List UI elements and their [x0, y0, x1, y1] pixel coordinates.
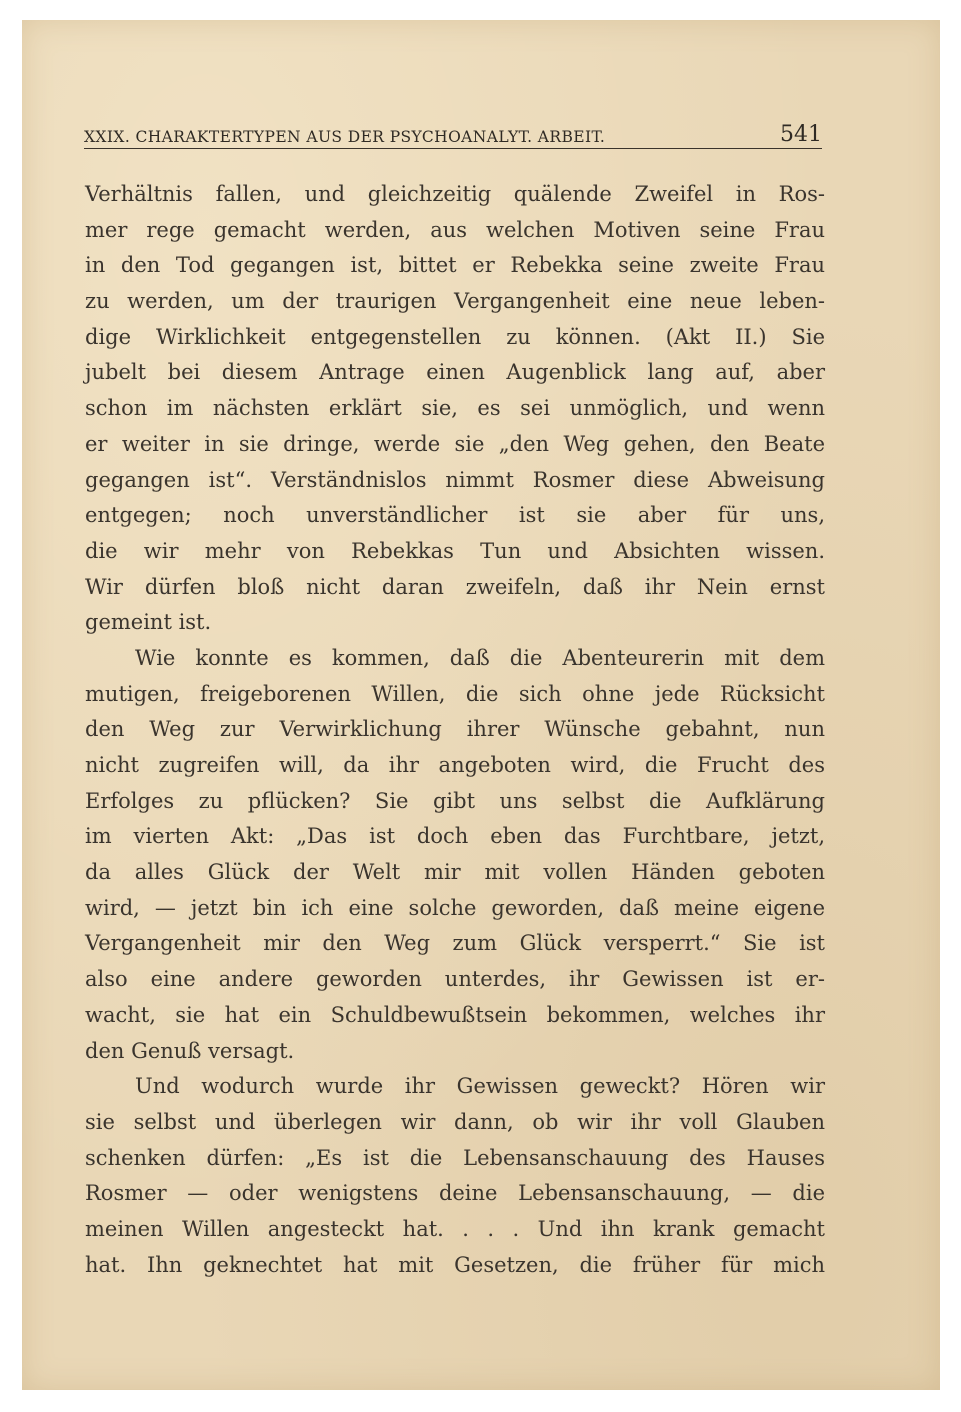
text-line: hat. Ihn geknechtet hat mit Gesetzen, die früher für mich	[85, 1252, 825, 1277]
body-text	[85, 177, 825, 1283]
text-line: Erfolges zu pflücken? Sie gibt uns selbst die Aufklärung	[85, 788, 825, 813]
text-line: meinen Willen angesteckt hat. . . . Und ihn krank gemacht	[85, 1216, 825, 1241]
text-line: er weiter in sie dringe, werde sie „den Weg gehen, den Beate	[85, 431, 825, 456]
paragraph	[85, 1069, 825, 1283]
text-line: dige Wirklichkeit entgegenstellen zu können. (Akt II.) Sie	[85, 324, 825, 349]
text-line: Rosmer — oder wenigstens deine Lebensanschauung, — die	[85, 1181, 825, 1206]
text-line: mutigen, freigeborenen Willen, die sich ohne jede Rücksicht	[85, 681, 825, 706]
text-line: entgegen; noch unverständlicher ist sie aber für uns,	[85, 503, 825, 528]
paragraph	[85, 177, 825, 641]
running-header	[84, 116, 822, 146]
text-line: schon im nächsten erklärt sie, es sei unmöglich, und wenn	[85, 396, 825, 421]
text-line: schenken dürfen: „Es ist die Lebensanschauung des Hauses	[85, 1145, 825, 1170]
text-line: wacht, sie hat ein Schuldbewußtsein bekommen, welches ihr	[85, 1002, 825, 1027]
text-line: in den Tod gegangen ist, bittet er Rebekka seine zweite Frau	[85, 253, 825, 278]
text-line: nicht zugreifen will, da ihr angeboten wird, die Frucht des	[85, 753, 825, 777]
text-line: den Genuß versagt.	[85, 1038, 295, 1063]
header-rule	[84, 148, 822, 149]
text-line: im vierten Akt: „Das ist doch eben das Furchtbare, jetzt,	[85, 824, 825, 849]
text-line: gegangen ist“. Verständnislos nimmt Rosmer diese Abweisung	[85, 467, 825, 492]
text-line: die wir mehr von Rebekkas Tun und Absichten wissen.	[85, 538, 825, 563]
text-line: Wie konnte es kommen, daß die Abenteurerin mit dem	[135, 645, 825, 670]
text-line: gemeint ist.	[85, 610, 212, 635]
text-line: sie selbst und überlegen wir dann, ob wir ihr voll Glauben	[85, 1109, 825, 1134]
text-line: Vergangenheit mir den Weg zum Glück versperrt.“ Sie ist	[85, 931, 825, 956]
text-line: jubelt bei diesem Antrage einen Augenblick lang auf, aber	[85, 360, 825, 385]
text-line: Wir dürfen bloß nicht daran zweifeln, daß ihr Nein ernst	[85, 574, 825, 599]
text-line: den Weg zur Verwirklichung ihrer Wünsche gebahnt, nun	[85, 717, 825, 742]
paragraph	[85, 641, 825, 1069]
text-line: zu werden, um der traurigen Vergangenheit eine neue leben-	[85, 289, 825, 314]
text-line: also eine andere geworden unterdes, ihr Gewissen ist er-	[85, 967, 825, 992]
text-line: da alles Glück der Welt mir mit vollen Händen geboten	[85, 860, 825, 885]
text-line: Verhältnis fallen, und gleichzeitig quälende Zweifel in Ros-	[85, 182, 825, 206]
text-line: Und wodurch wurde ihr Gewissen geweckt? Hören wir	[135, 1074, 825, 1099]
text-line: mer rege gemacht werden, aus welchen Motiven seine Frau	[85, 217, 825, 242]
book-page	[22, 20, 940, 1390]
page-number: 541	[780, 122, 822, 147]
header-title: XXIX. CHARAKTERTYPEN AUS DER PSYCHOANALYT. ARBEIT.	[84, 128, 606, 146]
text-line: wird, — jetzt bin ich eine solche geworden, daß meine eigene	[85, 895, 825, 920]
